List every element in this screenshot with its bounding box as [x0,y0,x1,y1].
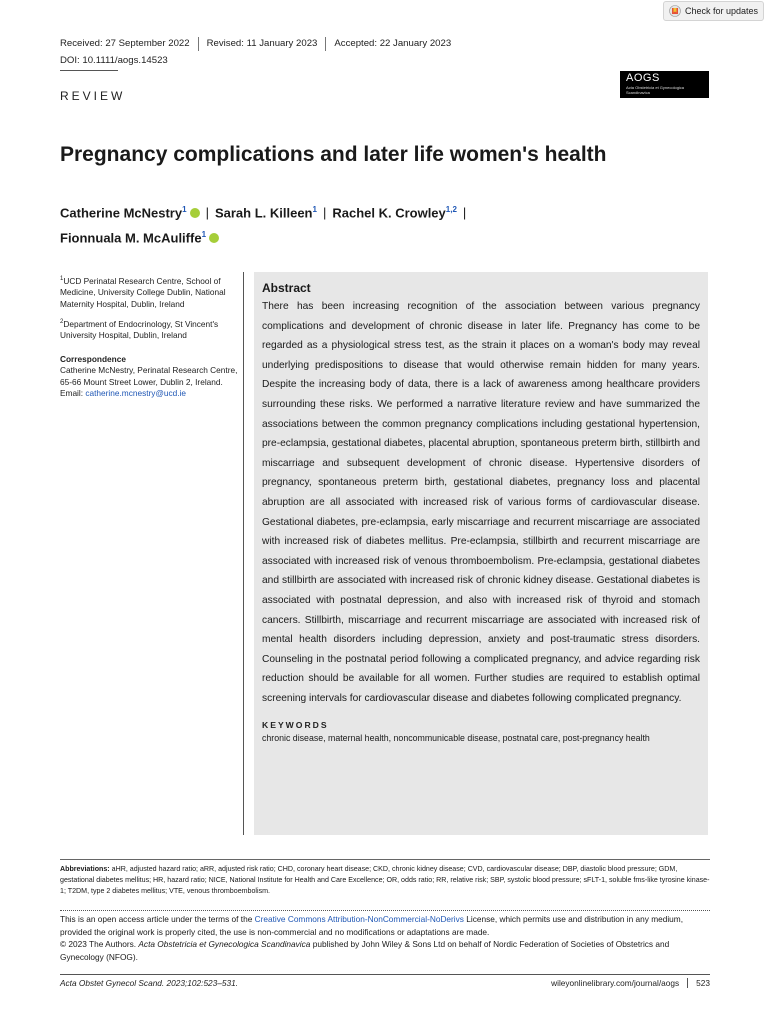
author-affiliation-ref[interactable]: 1,2 [445,205,457,214]
keywords-heading: KEYWORDS [262,720,329,731]
author-separator: | [205,205,209,221]
abstract-heading: Abstract [262,281,311,295]
abstract-text: There has been increasing recognition of the association between various pregnancy complications and development of chronic disease in later life. Pregnancy has come to be regarded as a physiological stress test, as the strain it places on a woman's body may reveal underlying predispositions to disease that would otherwise remain hidden for many years. Despite the increasing body of data, there is a lack of awareness among healthcare providers surrounding these risks. We performed a narrative literature review and have summarized the associations between the common pregnancy complications including gestational hypertension, pre-eclampsia, gestational diabetes, placental abruption, spontaneous preterm birth, stillbirth and miscarriage and subsequent development of chronic disease. Hypertensive disorders of pregnancy, spontaneous preterm birth, gestational diabetes, pregnancy loss and placental abruption are all associated with increased risk of various forms of cardiovascular disease. Gestational diabetes, pre-eclampsia, early miscarriage and recurrent miscarriage are associated with increased risk of diabetes mellitus. Pre-eclampsia, stillbirth and recurrent miscarriage are associated with increased risk of venous thromboembolism. Pre-eclampsia, gestational diabetes and stillbirth are associated with increased risk of chronic kidney disease. Gestational diabetes is associated with postnatal depression, and also with increased risk of thyroid and stomach cancers. Stillbirth, miscarriage and recurrent miscarriage are associated with increased risk of mental health disorders including depression, anxiety and post-traumatic stress disorders. Counseling in the postnatal period following a complicated pregnancy, and advice regarding risk reduction should be available for all women. Further studies are required to establish optimal screening intervals for cardiovascular disease and diabetes following complicated pregnancy. [262,301,700,704]
correspondence-heading: Correspondence [60,353,126,364]
author-name[interactable]: Fionnuala M. McAuliffe [60,230,202,246]
received-date: Received: 27 September 2022 [60,38,190,49]
email-label: Email: [60,388,86,399]
orcid-icon[interactable] [209,233,219,243]
affiliation [60,317,240,342]
author-name[interactable]: Catherine McNestry [60,205,183,221]
article-title: Pregnancy complications and later life women's health [60,143,607,166]
abbreviations-label: Abbreviations: [60,865,110,873]
affiliation-text: Department of Endocrinology, St Vincent's University Hospital, Dublin, Ireland [60,318,219,340]
affiliation-text: UCD Perinatal Research Centre, School of Medicine, University College Dublin, National Maternity Hospital, Dublin, Ireland [60,275,226,309]
doi[interactable]: DOI: 10.1111/aogs.14523 [60,55,168,66]
accepted-date: Accepted: 22 January 2023 [325,37,459,51]
copyright-pre: © 2023 The Authors. [60,939,139,950]
affiliation-number: 2 [60,318,64,325]
journal-name: Acta Obstetricia et Gynecologica Scandinavica [138,939,311,950]
license-text-pre: This is an open access article under the terms of the [60,914,255,924]
author-separator: | [462,205,467,221]
section-label: REVIEW [60,89,126,103]
journal-logo [620,71,709,98]
journal-url-link[interactable]: wileyonlinelibrary.com/journal/aogs [551,978,680,988]
author-affiliation-ref[interactable]: 1 [201,230,207,240]
footer-right [551,978,710,988]
abbreviations-text: aHR, adjusted hazard ratio; aRR, adjusted risk ratio; CHD, coronary heart disease; CKD, chronic kidney disease; CVD, cardiovascular disease; DBP, diastolic blood pressure; GDM, gestational diabetes mellitus; HR, hazard ratio; NICE, National Institute for Health and Care Excellence; OR, odds ratio; RR, relative risk; SBP, systolic blood pressure; sFLT-1, soluble fms-like tyrosine kinase-1; T2DM, type 2 diabetes mellitus; VTE, venous thromboembolism. [60,865,710,896]
revised-date: Revised: 11 January 2023 [198,37,326,51]
license-notice [60,913,710,963]
author-name[interactable]: Rachel K. Crowley [332,205,446,221]
keywords-text: chronic disease, maternal health, noncommunicable disease, postnatal care, post-pregnancy health [262,733,650,744]
license-divider [60,910,710,911]
footer-divider [60,974,710,975]
column-divider [243,272,244,835]
author-name[interactable]: Sarah L. Killeen [214,205,313,221]
author-list [60,199,580,250]
email-link[interactable]: catherine.mcnestry@ucd.ie [85,388,187,399]
article-dates [60,37,459,51]
correspondence-address: Catherine McNestry, Perinatal Research Centre, 65-66 Mount Street Lower, Dublin 2, Ireland. [60,365,238,387]
abbreviations [60,864,710,898]
copyright-post: published by John Wiley & Sons Ltd on behalf of Nordic Federation of Societies of Obstetrics and Gynecology (NFOG). [60,939,670,962]
author-affiliation-ref[interactable]: 1 [182,205,187,214]
footer-citation: Acta Obstet Gynecol Scand. 2023;102:523–531. [60,978,239,988]
check-for-updates-button[interactable] [663,1,764,21]
correspondence [60,354,240,400]
abstract-box [254,272,708,835]
orcid-icon[interactable] [190,208,200,218]
author-separator: | [322,205,327,221]
affiliations-column [60,274,240,406]
affiliation [60,274,240,311]
license-text-post: License, which permits use and distribution in any medium, provided the original work is properly cited, the use is non-commercial and no modifications or adaptations are made. [60,914,684,937]
affiliation-number: 1 [60,276,64,282]
page-number: 523 [687,978,710,988]
license-link[interactable]: Creative Commons Attribution-NonCommercial-NoDerivs [254,914,464,924]
header-divider [60,70,118,71]
abbreviations-divider [60,859,710,860]
check-for-updates-label: Check for updates [684,6,758,16]
journal-logo-name: AOGS [626,72,660,84]
crossmark-icon [669,5,681,17]
author-affiliation-ref[interactable]: 1 [312,205,317,214]
journal-logo-subtitle: Acta Obstetricia et Gynecologica Scandinavica [626,85,685,95]
